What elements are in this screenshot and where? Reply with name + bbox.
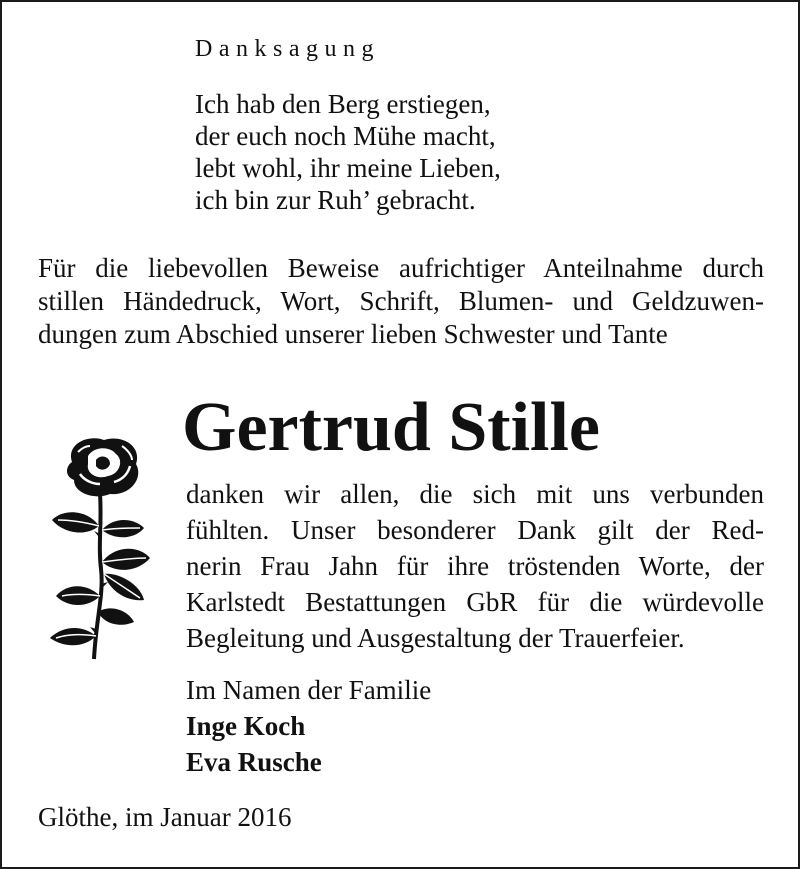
- thanks-paragraph: [186, 476, 764, 656]
- signatory-name: Eva Rusche: [186, 747, 322, 777]
- thanks-line: Begleitung und Ausgestaltung der Trauerfeier.: [186, 623, 685, 653]
- poem: [195, 88, 501, 216]
- thanks-line: danken wir allen, die sich mit uns verbunden: [186, 479, 764, 509]
- place-date: Glöthe, im Januar 2016: [38, 802, 292, 832]
- intro-line: dungen zum Abschied unserer lieben Schwester und Tante: [38, 319, 668, 349]
- intro-line: stillen Händedruck, Wort, Schrift, Blumen- und Geldzuwen-: [38, 286, 764, 316]
- thanks-line: nerin Frau Jahn für ihre tröstenden Worte, der: [186, 551, 764, 581]
- notice-heading: Danksagung: [195, 36, 380, 62]
- poem-line: Ich hab den Berg erstiegen,: [195, 89, 491, 119]
- poem-line: lebt wohl, ihr meine Lieben,: [195, 153, 501, 183]
- thanks-line: Karlstedt Bestattungen GbR für die würdevolle: [186, 587, 764, 617]
- signatory-name: Inge Koch: [186, 711, 306, 741]
- intro-paragraph: [38, 252, 764, 351]
- signature-block: [186, 672, 431, 780]
- deceased-name: Gertrud Stille: [182, 389, 600, 466]
- poem-line: ich bin zur Ruh’ gebracht.: [195, 185, 476, 215]
- intro-line: Für die liebevollen Beweise aufrichtiger Anteilnahme durch: [38, 253, 764, 283]
- rose-icon: [44, 434, 156, 672]
- thanks-line: fühlten. Unser besonderer Dank gilt der Red-: [186, 515, 764, 545]
- poem-line: der euch noch Mühe macht,: [195, 121, 496, 151]
- signature-preamble: Im Namen der Familie: [186, 675, 432, 705]
